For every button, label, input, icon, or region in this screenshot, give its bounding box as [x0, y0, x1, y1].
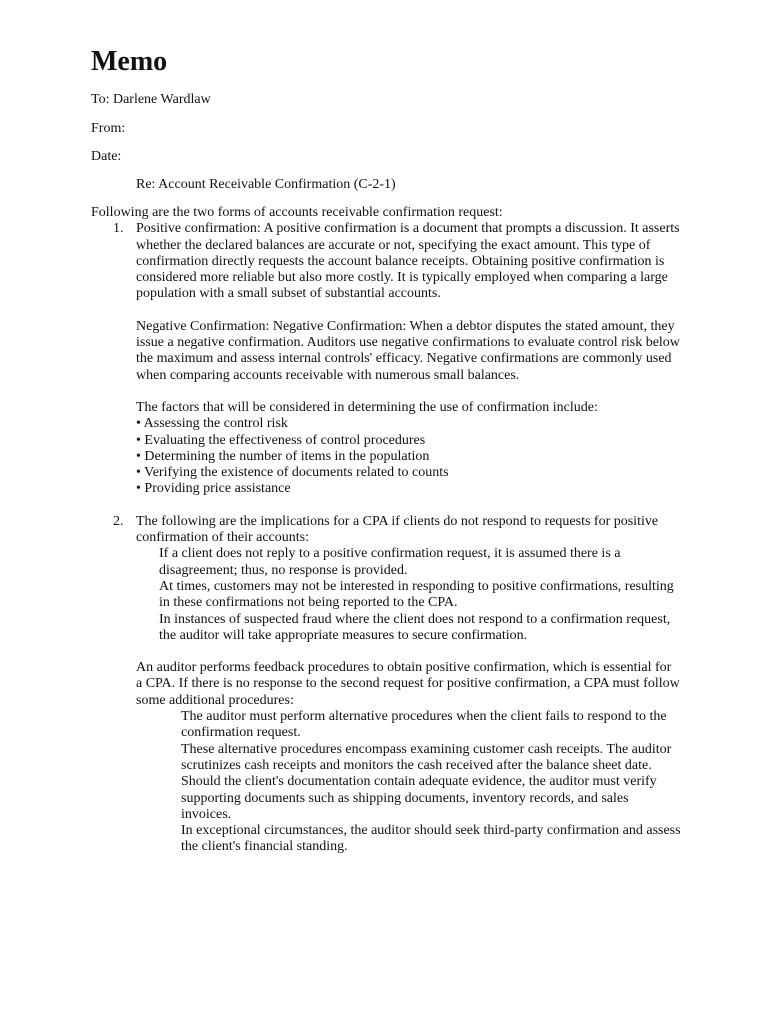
- memo-to-line: To: Darlene Wardlaw: [91, 92, 211, 107]
- numbered-item-1: [91, 221, 681, 497]
- memo-title: Memo: [91, 46, 168, 77]
- implications-intro: The following are the implications for a CPA if clients do not respond to requests for positive confirmation of their accounts:: [136, 513, 659, 546]
- numbered-item-2: [91, 514, 681, 856]
- item-number: 2.: [113, 513, 124, 529]
- memo-subject-line: Re: Account Receivable Confirmation (C-2-1): [136, 177, 396, 192]
- item-number: 1.: [113, 221, 124, 237]
- factor-list-item: • Assessing the control risk: [136, 416, 288, 432]
- factors-intro: The factors that will be considered in determining the use of confirmation include:: [136, 399, 598, 415]
- implication-list-item: At times, customers may not be interested in responding to positive confirmations, resulting in these confirmations not being reported to the CPA.: [159, 578, 674, 611]
- procedure-list-item: Should the client's documentation contain adequate evidence, the auditor must verify supporting documents such as shipping documents, inventory records, and sales invoices.: [181, 774, 657, 822]
- memo-intro: Following are the two forms of accounts receivable confirmation request:: [91, 205, 503, 220]
- procedure-list-item: In exceptional circumstances, the auditor should seek third-party confirmation and assess the client's financial standing.: [181, 823, 681, 855]
- procedure-list-item: These alternative procedures encompass examining customer cash receipts. The auditor scrutinizes cash receipts and monitors the cash received after the balance sheet date.: [181, 741, 672, 773]
- procedure-list-item: The auditor must perform alternative procedures when the client fails to respond to the confirmation request.: [181, 709, 667, 741]
- memo-from-line: From:: [91, 121, 126, 136]
- positive-confirmation-paragraph: Positive confirmation: A positive confirmation is a document that prompts a discussion. It asserts whether the declared balances are accurate or not, specifying the exact amount. This type of confirmation directly requests the account balance receipts. Obtaining positive confirmation is considered more reliable but also more costly. It is typically employed when comparing a large population with a small subset of substantial accounts.: [136, 221, 680, 302]
- factor-list-item: • Providing price assistance: [136, 481, 291, 497]
- factor-list-item: • Determining the number of items in the population: [136, 448, 430, 464]
- negative-confirmation-paragraph: Negative Confirmation: Negative Confirmation: When a debtor disputes the stated amount, they issue a negative confirmation. Auditors use negative confirmations to evaluate control risk below the maximum and assess internal controls' efficacy. Negative confirmations are commonly used when comparing accounts receivable with numerous small balances.: [136, 318, 680, 383]
- implication-list-item: In instances of suspected fraud where the client does not respond to a confirmation request, the auditor will take appropriate measures to secure confirmation.: [159, 611, 671, 643]
- factor-list-item: • Verifying the existence of documents related to counts: [136, 465, 449, 481]
- implication-list-item: If a client does not reply to a positive confirmation request, it is assumed there is a disagreement; thus, no response is provided.: [159, 546, 621, 578]
- procedures-intro: An auditor performs feedback procedures to obtain positive confirmation, which is essential for a CPA. If there is no response to the second request for positive confirmation, a CPA must follow some additional procedures:: [136, 660, 680, 708]
- factor-list-item: • Evaluating the effectiveness of control procedures: [136, 432, 426, 448]
- memo-body: [91, 205, 681, 856]
- memo-date-line: Date:: [91, 149, 122, 164]
